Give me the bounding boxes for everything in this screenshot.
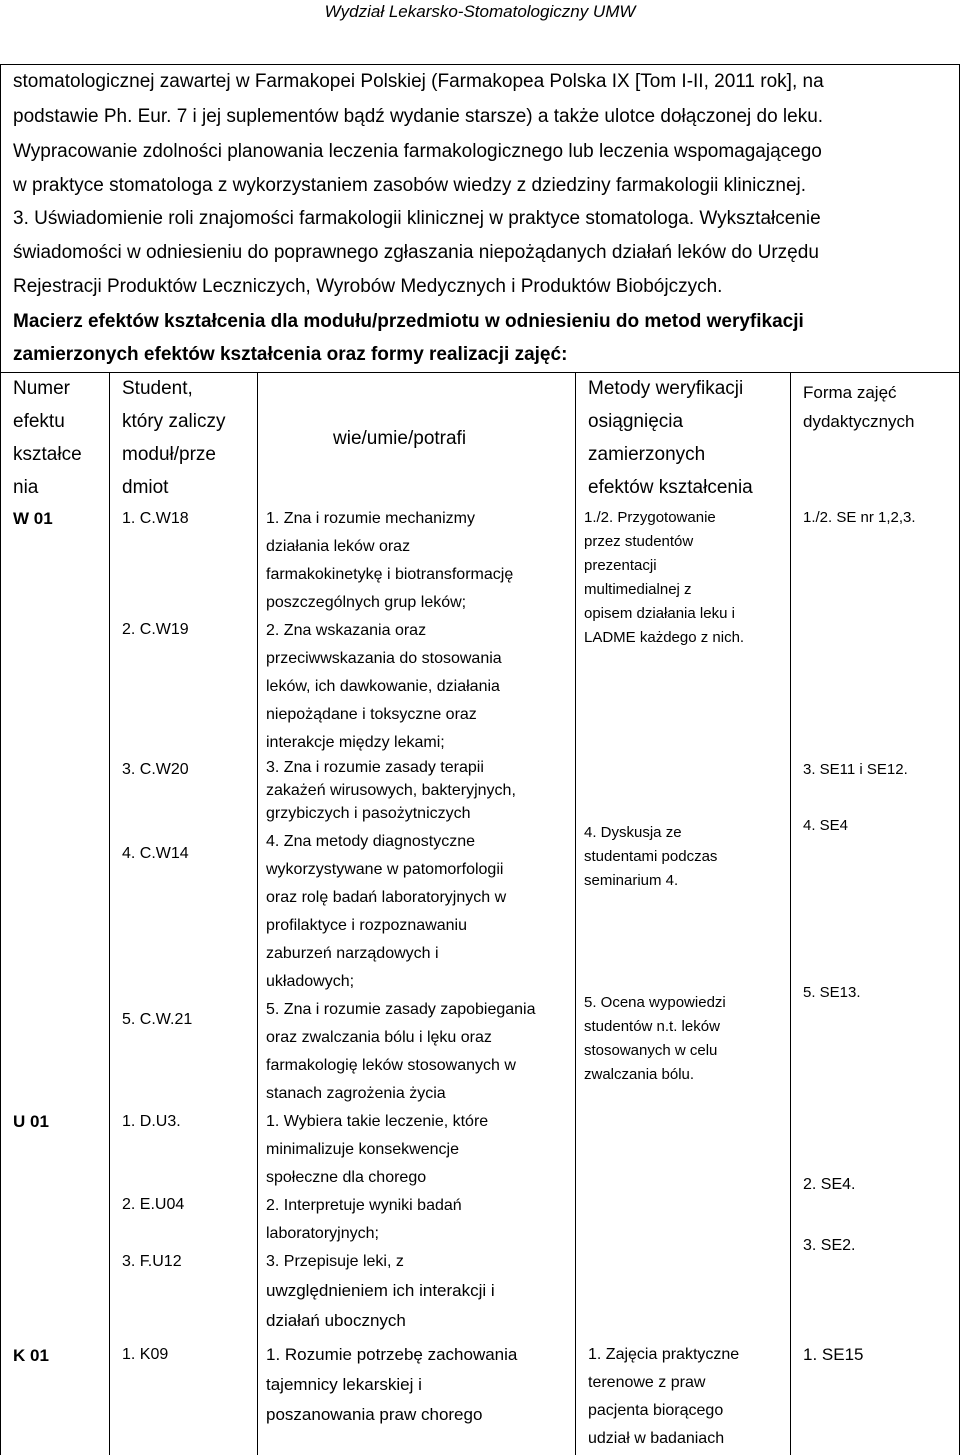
matrix-heading: Macierz efektów kształcenia dla modułu/przedmiotu w odniesieniu do metod weryfikacji (13, 311, 804, 332)
form-item: 3. SE11 i SE12. (803, 761, 908, 778)
column-divider (575, 372, 576, 1455)
effects-u01-part1: 1. Wybiera takie leczenie, które minimalizuje konsekwencje społeczne dla chorego 2. Interpretuje wyniki badań laboratoryjnych; 3. Przepisuje leki, z (266, 1113, 489, 1270)
header-student: Student, który zaliczy moduł/prze dmiot (122, 378, 226, 498)
intro-line: świadomości w odniesieniu do poprawnego zgłaszania niepożądanych działań leków do Urzędu (13, 242, 819, 263)
row-id-w01: W 01 (13, 509, 53, 528)
column-divider (109, 372, 110, 1455)
form-item: 2. SE4. (803, 1176, 856, 1193)
methods-w01-c: 5. Ocena wypowiedzi studentów n.t. leków stosowanych w celu zwalczania bólu. (584, 994, 726, 1083)
row-id-u01: U 01 (13, 1112, 49, 1131)
effects-k01: 1. Rozumie potrzebę zachowania tajemnicy lekarskiej i poszanowania praw chorego (266, 1345, 518, 1424)
methods-k01: 1. Zajęcia praktyczne terenowe z praw pacjenta biorącego udział w badaniach (588, 1346, 740, 1447)
code-item: 5. C.W.21 (122, 1011, 193, 1028)
column-divider (257, 372, 258, 1455)
page-header (0, 0, 960, 28)
methods-w01-b: 4. Dyskusja ze studentami podczas seminarium 4. (584, 824, 718, 889)
intro-line: stomatologicznej zawartej w Farmakopei Polskiej (Farmakopea Polska IX [Tom I-II, 2011 rok], na (13, 71, 824, 92)
code-item: 2. E.U04 (122, 1196, 185, 1213)
effects-w01-part1: 1. Zna i rozumie mechanizmy działania leków oraz farmakokinetykę i biotransformację poszczególnych grup leków; 2. Zna wskazania oraz przeciwwskazania do stosowania leków, ich dawkowanie, działania niepożądane i toksyczne oraz interakcje między lekami; (266, 510, 514, 751)
form-item: 3. SE2. (803, 1237, 856, 1254)
code-item: 1. C.W18 (122, 510, 189, 527)
intro-line: 3. Uświadomienie roli znajomości farmakologii klinicznej w praktyce stomatologa. Wykształcenie (13, 208, 821, 229)
intro-section (0, 64, 960, 372)
header-forma-zajec: Forma zajęć dydaktycznych (803, 383, 915, 431)
effects-u01-part2: uwzględnieniem ich interakcji i działań ubocznych (266, 1281, 495, 1330)
code-item: 1. K09 (122, 1346, 169, 1363)
intro-line: Rejestracji Produktów Leczniczych, Wyrobów Medycznych i Produktów Biobójczych. (13, 276, 723, 297)
code-item: 4. C.W14 (122, 845, 189, 862)
intro-line: Wypracowanie zdolności planowania leczenia farmakologicznego lub leczenia wspomagającego (13, 141, 822, 162)
code-item: 1. D.U3. (122, 1113, 181, 1130)
form-item: 1./2. SE nr 1,2,3. (803, 509, 916, 526)
column-divider (790, 372, 791, 1455)
header-numer-efektu: Numer efektu kształce nia (13, 378, 82, 498)
effects-w01-part2: 3. Zna i rozumie zasady terapii zakażeń wirusowych, bakteryjnych, grzybiczych i pasożytniczych (266, 759, 516, 822)
header-title: Wydział Lekarsko-Stomatologiczny UMW (324, 2, 636, 21)
methods-w01-a: 1./2. Przygotowanie przez studentów prezentacji multimedialnej z opisem działania leku i LADME każdego z nich. (584, 509, 745, 646)
form-item: 5. SE13. (803, 984, 861, 1001)
code-item: 2. C.W19 (122, 621, 189, 638)
form-item: 1. SE15 (803, 1345, 864, 1364)
matrix-heading: zamierzonych efektów kształcenia oraz formy realizacji zajęć: (13, 344, 568, 365)
effects-w01-part3: 4. Zna metody diagnostyczne wykorzystywane w patomorfologii oraz rolę badań laboratoryjnych w profilaktyce i rozpoznawaniu zaburzeń narządowych i układowych; 5. Zna i rozumie zasady zapobiegania oraz zwalczania bólu i lęku oraz farmakologię leków stosowanych w stanach zagrożenia życia (266, 833, 536, 1102)
row-id-k01: K 01 (13, 1346, 49, 1365)
header-metody-weryfikacji: Metody weryfikacji osiągnięcia zamierzonych efektów kształcenia (588, 378, 753, 498)
intro-line: w praktyce stomatologa z wykorzystaniem zasobów wiedzy z dziedziny farmakologii klinicznej. (13, 175, 807, 196)
effects-matrix-table (0, 372, 960, 1455)
code-item: 3. C.W20 (122, 761, 189, 778)
intro-line: podstawie Ph. Eur. 7 i jej suplementów bądź wydanie starsze) a także ulotce dołączonej do leku. (13, 106, 824, 127)
form-item: 4. SE4 (803, 817, 849, 834)
code-item: 3. F.U12 (122, 1253, 182, 1270)
header-wie-umie-potrafi: wie/umie/potrafi (333, 428, 467, 449)
